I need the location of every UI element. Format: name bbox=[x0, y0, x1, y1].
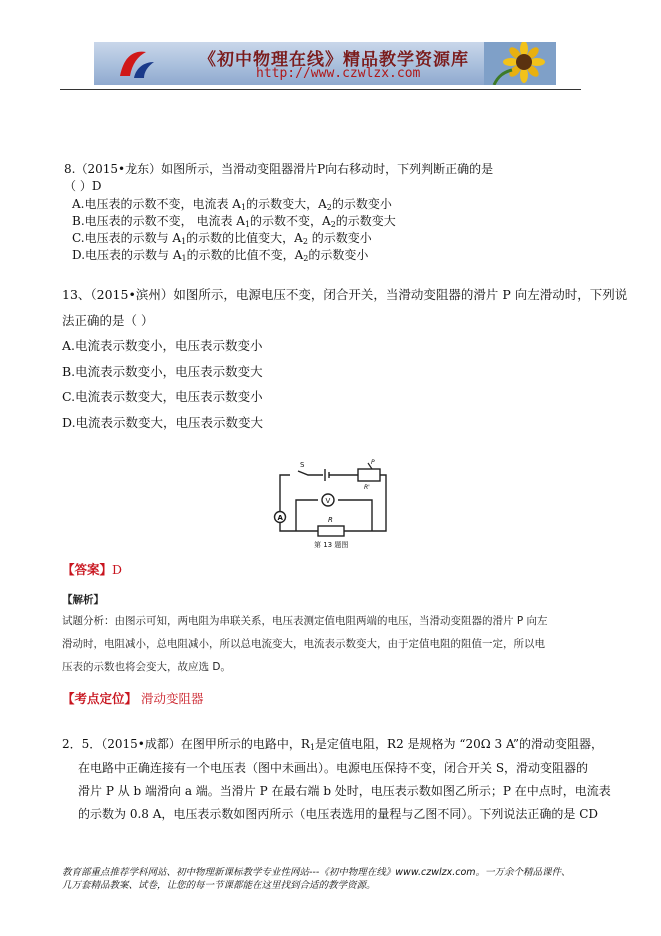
q2-line2: 在电路中正确连接有一个电压表（图中未画出）。电源电压保持不变，闭合开关 S，滑动变阻器的 bbox=[78, 761, 589, 775]
circuit-label-rprime: R' bbox=[364, 484, 370, 491]
site-logo-icon bbox=[116, 46, 156, 82]
q13-analysis-line3: 压表的示数也将会变大，故应选 D。 bbox=[62, 661, 231, 673]
q13-option-c: C.电流表示数变大，电压表示数变小 bbox=[62, 389, 263, 404]
circuit-label-p: P bbox=[371, 459, 375, 466]
q2-line3: 滑片 P 从 b 端滑向 a 端。当滑片 P 在最右端 b 处时，电压表示数如图乙所示；P 在中点时，电流表 bbox=[78, 784, 611, 798]
q8-option-c: C.电压表的示数与 $A_1$的示数的比值变大，$A_2$ 的示数变小 bbox=[72, 231, 372, 246]
banner-title: 《初中物理在线》精品教学资源库 bbox=[199, 50, 469, 70]
q13-option-a: A.电流表示数变小，电压表示数变小 bbox=[62, 338, 263, 353]
page-footer bbox=[62, 866, 571, 892]
q8-option-a: A.电压表的示数不变，电流表 $A_1$的示数变大，$A_2$的示数变小 bbox=[72, 197, 392, 212]
footer-line1: 教育部重点推荐学科网站、初中物理新课标教学专业性网站---《初中物理在线》www.czwlzx.com。一万余个精品课件、 bbox=[62, 867, 571, 878]
q13-answer: 【答案】D bbox=[62, 562, 123, 577]
circuit-label-a: A bbox=[277, 514, 283, 522]
header-divider bbox=[60, 89, 581, 90]
q13-stem-line1: 13、（2015•滨州）如图所示，电源电压不变，闭合开关，当滑动变阻器的滑片 P 向左滑动时，下列说 bbox=[62, 287, 628, 302]
circuit-label-s: S bbox=[300, 461, 305, 469]
q13-stem-line2: 法正确的是（ ） bbox=[62, 313, 154, 328]
q8-paren-answer: （ ）D bbox=[64, 179, 102, 193]
header-banner bbox=[94, 42, 556, 85]
q2-line1: 2．5．（2015•成都）在图甲所示的电路中，$R_1$是定值电阻，R2 是规格为 “20Ω 3 A”的滑动变阻器， bbox=[62, 737, 603, 752]
q13-option-d: D.电流表示数变大，电压表示数变大 bbox=[62, 415, 264, 430]
q13-analysis-line2: 滑动时，电阻减小，总电阻减小，所以总电流变大，电流表示数变大，由于定值电阻的阻值一定，所以电 bbox=[62, 638, 545, 650]
circuit-label-v: V bbox=[325, 497, 331, 505]
q13-keypoint: 【考点定位】 滑动变阻器 bbox=[62, 691, 204, 706]
q8-stem: 8.（2015•龙东）如图所示，当滑动变阻器滑片P向右移动时，下列判断正确的是 bbox=[64, 162, 494, 176]
circuit-caption: 第 13 题图 bbox=[314, 541, 349, 549]
q13-option-b: B.电流表示数变小，电压表示数变大 bbox=[62, 364, 263, 379]
q2-line4: 的示数为 0.8 A，电压表示数如图丙所示（电压表选用的量程与乙图不同）。下列说法正确的是 CD bbox=[78, 807, 598, 821]
footer-line2: 几万套精品教案、试卷，让您的每一节课都能在这里找到合适的教学资源。 bbox=[62, 880, 376, 891]
circuit-diagram bbox=[268, 455, 393, 550]
circuit-label-r: R bbox=[328, 516, 333, 524]
q8-option-b: B.电压表的示数不变， 电流表 $A_1$的示数不变，$A_2$的示数变大 bbox=[72, 214, 396, 229]
q13-analysis-line1: 试题分析：由图示可知，两电阻为串联关系，电压表测定值电阻两端的电压，当滑动变阻器的滑片 P 向左 bbox=[62, 615, 548, 627]
q8-option-d: D.电压表的示数与 $A_1$的示数的比值不变，$A_2$的示数变小 bbox=[72, 248, 369, 263]
banner-url[interactable]: http://www.czwlzx.com bbox=[256, 66, 421, 81]
q13-analysis-title: 【解析】 bbox=[62, 594, 104, 606]
sunflower-icon bbox=[484, 42, 556, 85]
